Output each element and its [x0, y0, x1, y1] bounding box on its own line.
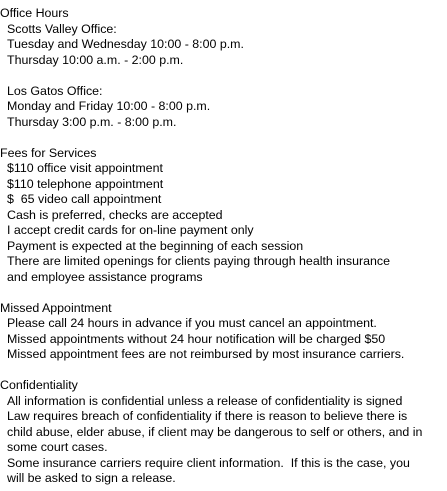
section-line: Thursday 10:00 a.m. - 2:00 p.m.: [7, 52, 184, 67]
section-line: I accept credit cards for on-line payment only: [7, 223, 254, 237]
section-line: some court cases.: [7, 440, 108, 454]
section-line: Tuesday and Wednesday 10:00 - 8:00 p.m.: [7, 37, 244, 51]
section-line: Monday and Friday 10:00 - 8:00 p.m.: [7, 99, 211, 113]
section-line: Thursday 3:00 p.m. - 8:00 p.m.: [7, 114, 177, 129]
section-line: Some insurance carriers require client information. If this is the case, you: [7, 455, 410, 470]
section-line: Payment is expected at the beginning of each session: [7, 238, 304, 253]
section-heading: Fees for Services: [0, 145, 97, 160]
section-line: will be asked to sign a release.: [7, 471, 176, 485]
section-line: $110 office visit appointment: [7, 161, 163, 175]
section-line: There are limited openings for clients paying through health insurance: [7, 254, 390, 268]
section-line: Please call 24 hours in advance if you must cancel an appointment.: [7, 316, 377, 330]
section-line: Cash is preferred, checks are accepted: [7, 207, 223, 222]
section-line: child abuse, elder abuse, if client may be dangerous to self or others, and in: [7, 424, 423, 439]
section-heading: Missed Appointment: [0, 300, 112, 315]
section-line: Scotts Valley Office:: [7, 21, 117, 36]
section-line: $ 65 video call appointment: [7, 192, 162, 206]
section-line: Missed appointment fees are not reimbursed by most insurance carriers.: [7, 347, 405, 361]
section-heading: Office Hours: [0, 6, 69, 20]
section-line: and employee assistance programs: [7, 269, 203, 284]
section-line: Law requires breach of confidentiality if there is reason to believe there is: [7, 409, 408, 423]
section-heading: Confidentiality: [0, 378, 78, 392]
section-line: All information is confidential unless a release of confidentiality is signed: [7, 393, 403, 408]
section-line: Los Gatos Office:: [7, 83, 103, 98]
section-line: Missed appointments without 24 hour notification will be charged $50: [7, 331, 386, 346]
section-line: $110 telephone appointment: [7, 176, 164, 191]
